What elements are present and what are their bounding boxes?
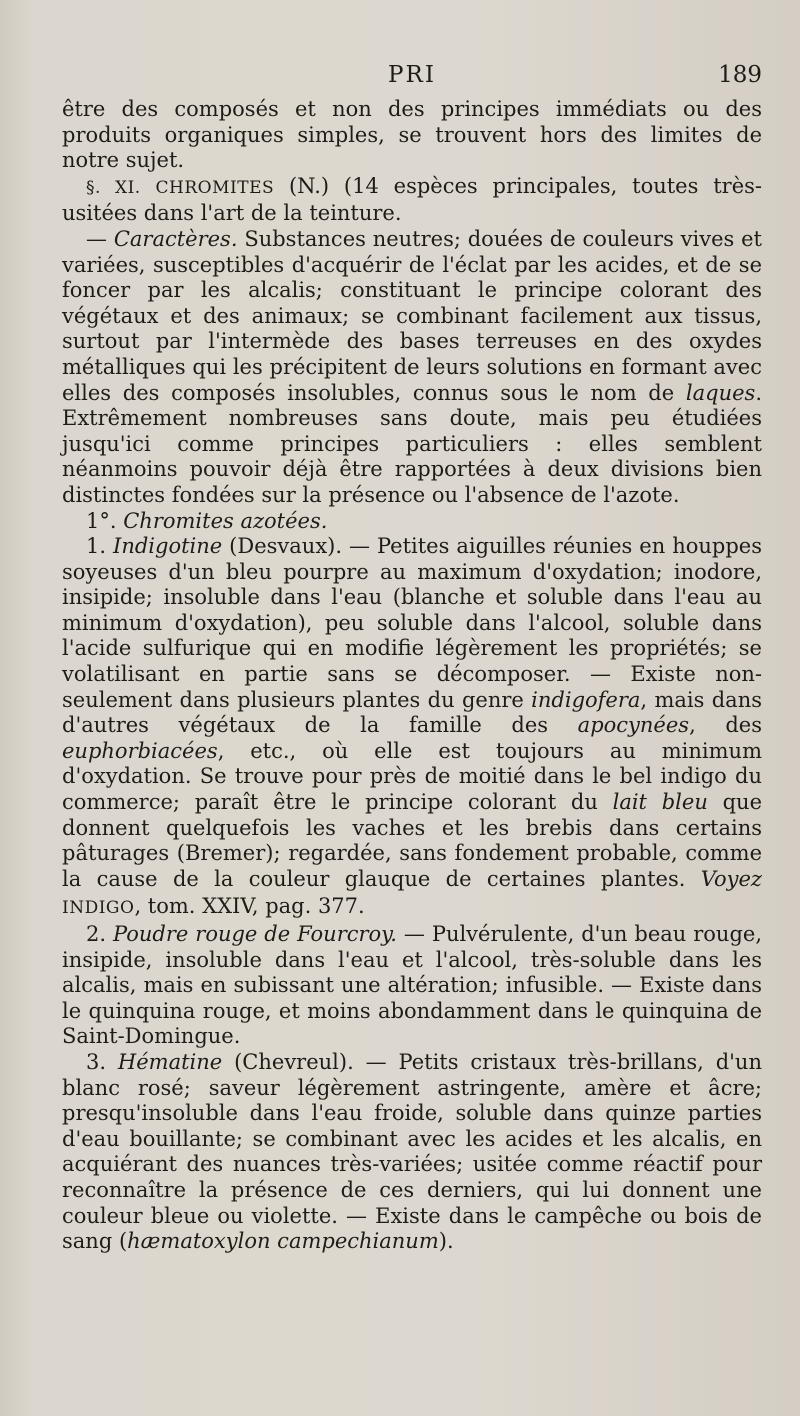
entry-text: , tom. XXIV, pag. 377. [134,894,365,919]
entry-text: (Chevreul). — Petits cristaux très-brillans, d'un blanc rosé; saveur légèrement astringente, amère et âcre; presqu'insoluble dans l'eau froide, soluble dans quinze parties d'eau bouillante; se combinant avec les acides et les alcalis, en acquiérant des nuances très-variées; usitée comme réactif pour reconnaître la présence de ces derniers, qui lui donnent une couleur bleue ou violette. — Existe dans le campêche ou bois de sang ( [62,1049,762,1254]
term-indigofera: indigofera [531,687,641,712]
body-text [62,97,762,1255]
entry-text: — Pulvérulente, d'un beau rouge, insipide, insoluble dans l'eau et l'alcool, très-soluble dans les alcalis, mais en subissant une altération; infusible. — Existe dans le quinquina rouge, et moins abondamment dans le quinquina de Saint-Domingue. [62,922,763,1049]
paragraph-continuation: être des composés et non des principes immédiats ou des produits organiques simples, se trouvent hors des limites de notre sujet. [62,97,762,173]
characters-paragraph [62,227,762,509]
subsection-heading [62,509,762,535]
entry-text: (Desvaux). — Petites aiguilles réunies en houppes soyeuses d'un bleu pourpre au maximum d'oxydation; inodore, insipide; insoluble dans l'eau (blanche et soluble dans l'eau au minimum d'oxydation), peu soluble dans l'alcool, soluble dans l'acide sulfurique qui en modifie légèrement les propriétés; se volatilisant en partie sans se décomposer. — Existe non-seulement dans plusieurs plantes du genre [62,534,762,712]
section-heading-paragraph [62,174,762,227]
subsection-title: Chromites azotées. [116,508,328,533]
characters-label: Caractères. [113,226,238,251]
characters-text: Substances neutres; douées de couleurs vives et variées, susceptibles d'acquérir de l'éclat par les acides, et de se foncer par les alcalis; constituant le principe colorant des végétaux et des animaux; se combinant facilement aux tissus, surtout par l'intermède des bases terreuses en des oxydes métalliques qui les précipitent de leurs solutions en formant avec elles des composés insolubles, connus sous le nom de [62,226,762,405]
entry-name: Poudre rouge de Fourcroy. [106,922,397,946]
entry-poudre-rouge [62,922,762,1050]
page-header [62,62,762,96]
section-description: (N.) (14 espèces principales, toutes très-usitées dans l'art de la teinture. [62,173,763,226]
entry-text: que donnent quelquefois les vaches et les brebis dans certains pâturages (Bremer); regardée, sans fondement probable, comme la cause de la couleur glauque de certaines plantes. [62,790,762,891]
entry-number: 1. [86,534,107,559]
entry-name: Hématine [106,1049,223,1074]
term-apocynees: apocynées [577,713,690,738]
characters-text-continued: . Extrêmement nombreuses sans doute, mais peu étudiées jusqu'ici comme principes particuliers : elles semblent néanmoins pouvoir déjà être rapportées à deux divisions bien distinctes fondées sur la présence ou l'absence de l'azote. [62,380,762,507]
dash: — [86,226,114,251]
entry-text: , mais dans d'autres végétaux de la famille des [62,687,762,738]
term-latin-name: hæmatoxylon campechianum [127,1229,439,1254]
section-title: CHROMITES [155,177,275,198]
term-euphorbiacees: euphorbiacées [62,738,218,763]
entry-text: ). [438,1229,454,1254]
entry-text: , des [689,713,763,738]
page-number: 189 [718,62,762,88]
term-laques: laques [685,380,756,405]
cross-reference: INDIGO [62,898,135,919]
entry-number: 2. [86,922,107,946]
running-head: PRI [388,62,436,88]
entry-indigotine [62,534,762,922]
entry-number: 3. [86,1049,107,1074]
subsection-number: 1°. [86,508,117,533]
term-voyez: Voyez [700,866,762,891]
entry-name: Indigotine [106,534,223,559]
entry-hematine [62,1050,762,1255]
entry-text: , etc., où elle est toujours au minimum d'oxydation. Se trouve pour près de moitié dans le bel indigo du commerce; paraît être le principe colorant du [62,738,762,815]
term-lait-bleu: lait bleu [612,790,708,815]
section-number: §. XI. [86,177,141,198]
